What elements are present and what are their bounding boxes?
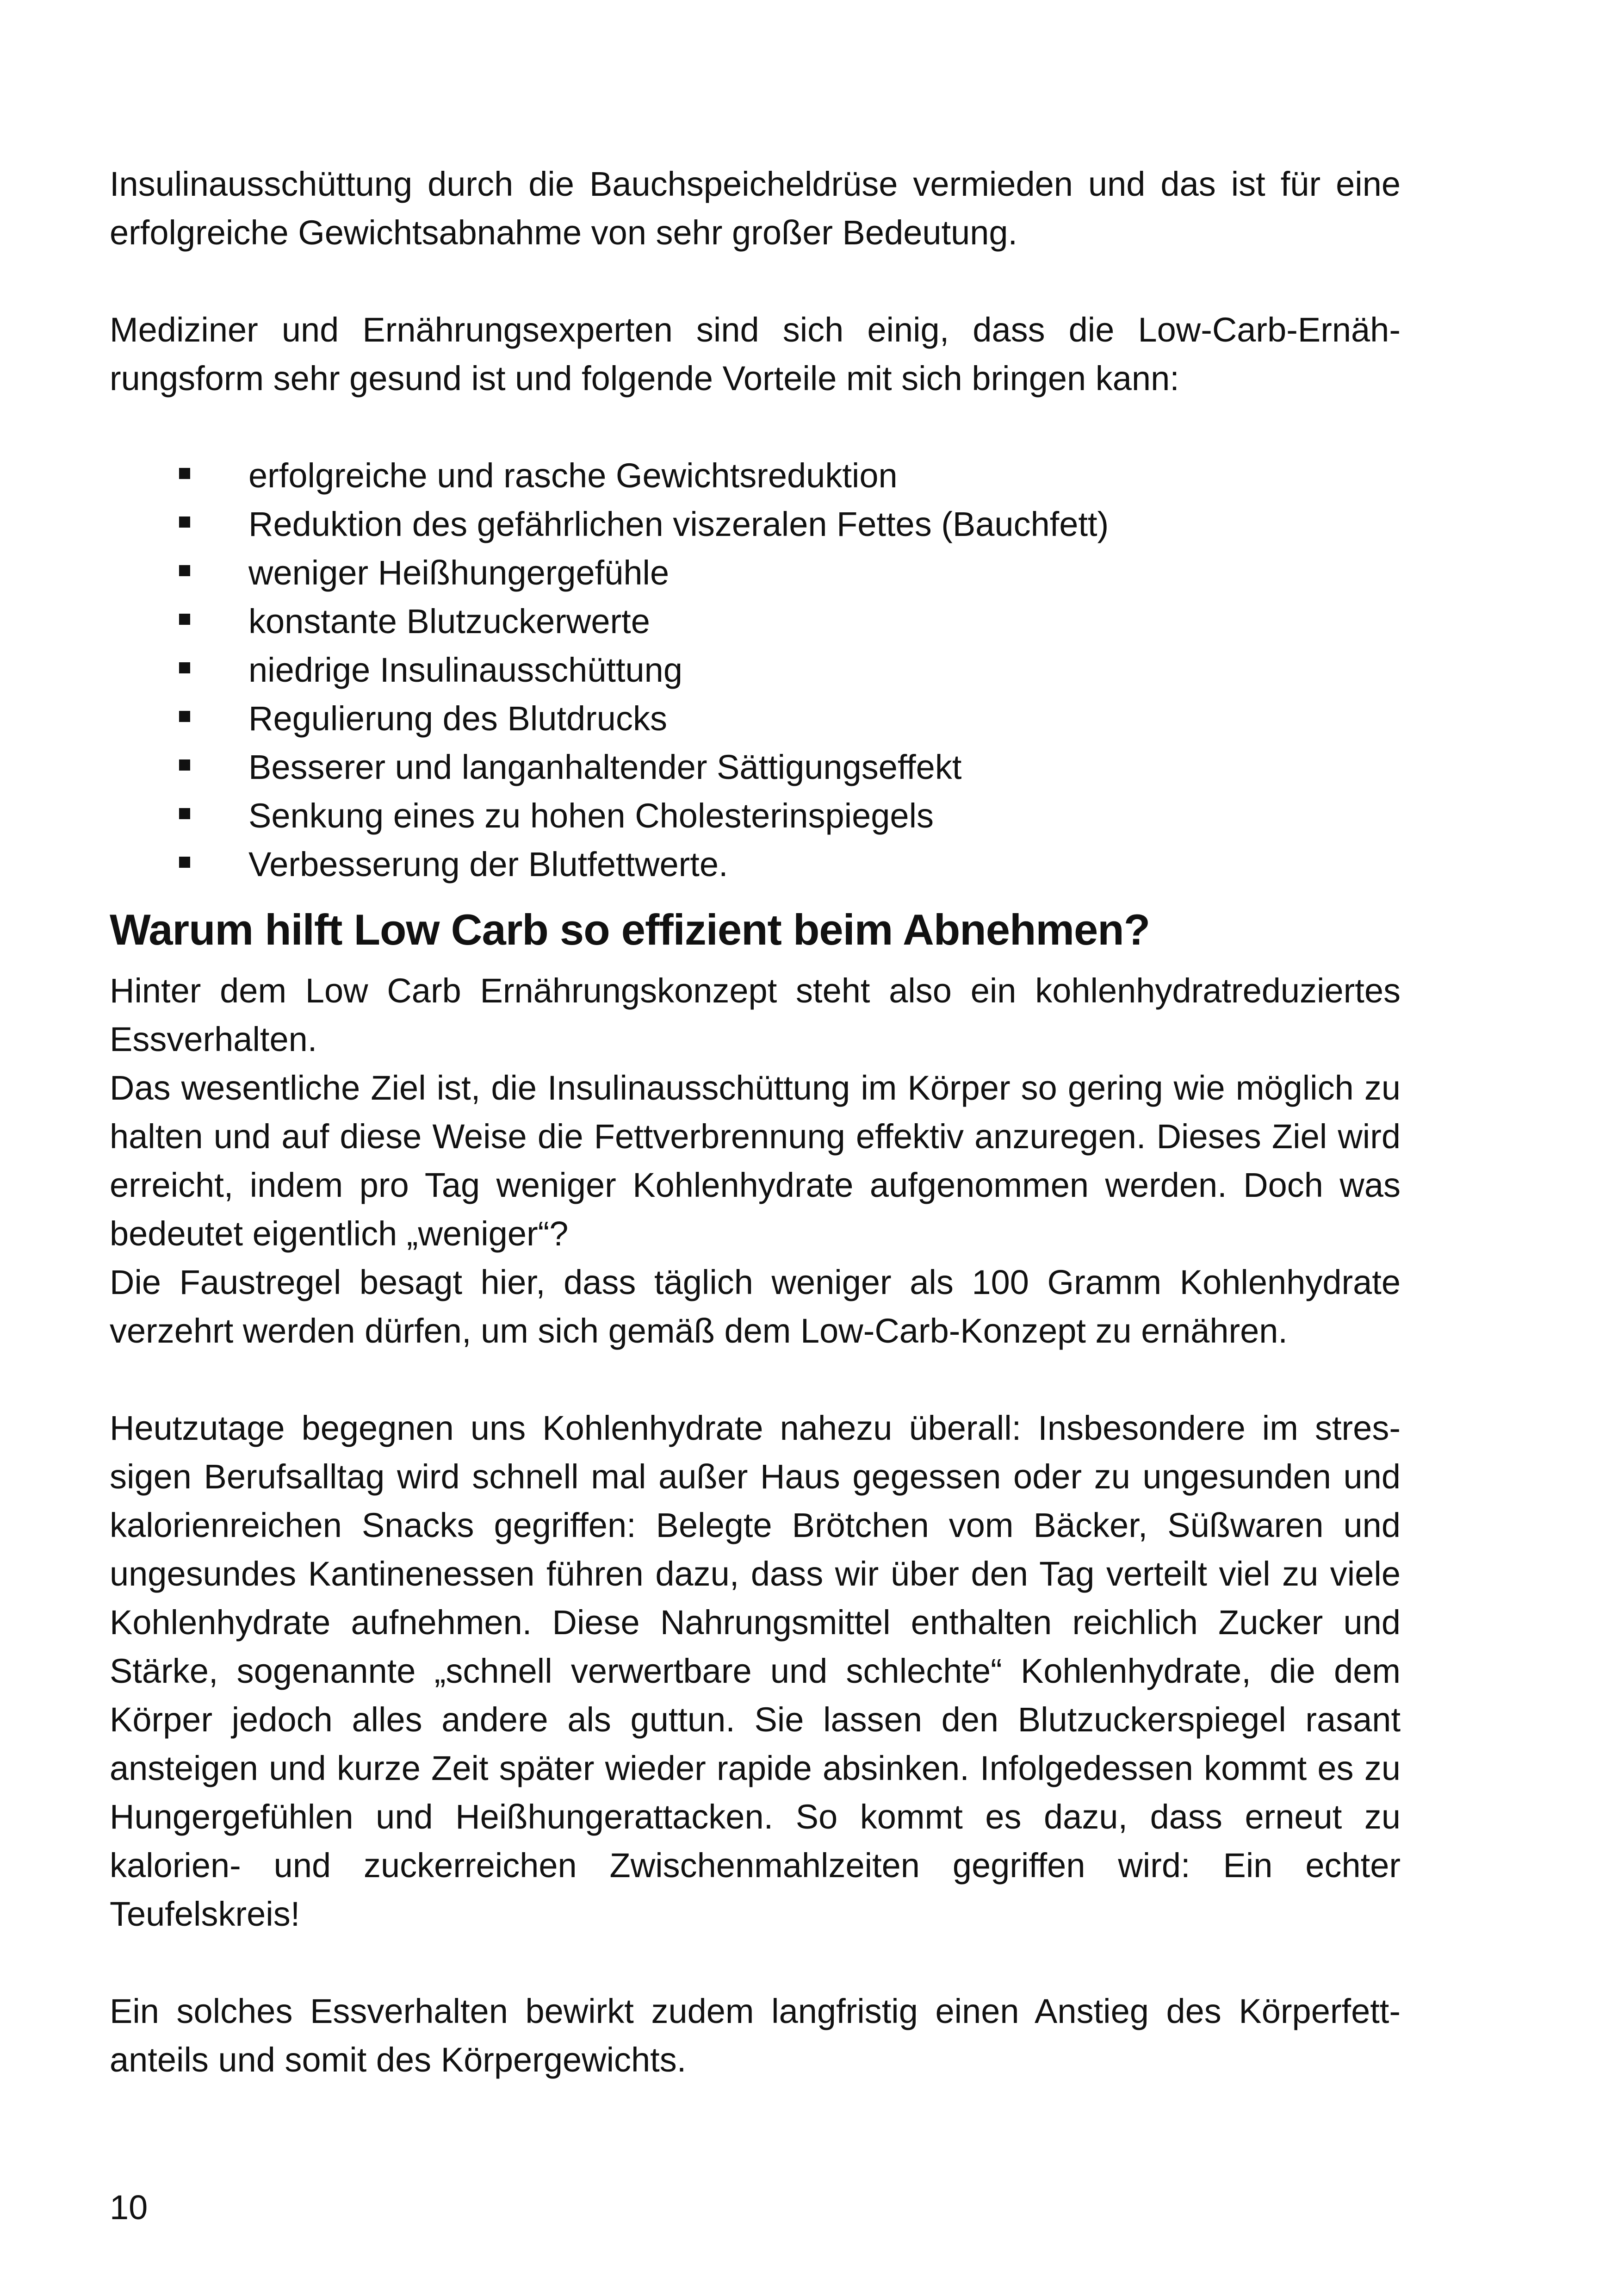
square-bullet-icon: [179, 662, 190, 673]
square-bullet-icon: [179, 808, 190, 819]
list-item: weniger Heißhungergefühle: [110, 548, 1401, 597]
paragraph-body-fat: Ein solches Essverhalten bewirkt zudem langfristig einen Anstieg des Körperfettanteils und somit des Körpergewichts.: [110, 1992, 1401, 2079]
list-item: niedrige Insulinausschüttung: [110, 646, 1401, 694]
list-item: Verbesserung der Blutfettwerte.: [110, 840, 1401, 889]
square-bullet-icon: [179, 759, 190, 771]
list-item: Regulierung des Blutdrucks: [110, 694, 1401, 743]
page-content: [110, 160, 1401, 2084]
paragraph-concept: Hinter dem Low Carb Ernährungskonzept steht also ein kohlenhydratreduziertes Essverhalten.: [110, 971, 1401, 1058]
square-bullet-icon: [179, 711, 190, 722]
paragraph-goal: Das wesentliche Ziel ist, die Insulinausschüttung im Körper so gering wie möglich zu halten und auf diese Weise die Fettverbrennung effektiv anzuregen. Dieses Ziel wird erreicht, indem pro Tag weniger Kohlenhydrate aufgenommen werden. Doch was bedeutet eigentlich „weniger“?: [110, 1069, 1401, 1253]
section-heading: Warum hilft Low Carb so effizient beim Abnehmen?: [110, 905, 1150, 954]
square-bullet-icon: [179, 857, 190, 868]
page-number: 10: [110, 2188, 148, 2227]
paragraph-experts-agree: Mediziner und Ernährungsexperten sind sich einig, dass die Low-Carb-Ernährungsform sehr gesund ist und folgende Vorteile mit sich bringen kann:: [110, 311, 1401, 398]
paragraph-rule-of-thumb: Die Faustregel besagt hier, dass täglich weniger als 100 Gramm Kohlenhydrate verzehrt werden dürfen, um sich gemäß dem Low-Carb-Konzept zu ernähren.: [110, 1263, 1401, 1350]
square-bullet-icon: [179, 468, 190, 479]
square-bullet-icon: [179, 565, 190, 576]
list-item: erfolgreiche und rasche Gewichtsreduktion: [110, 451, 1401, 500]
benefits-list: [110, 451, 1401, 889]
paragraph-everyday-carbs: Heutzutage begegnen uns Kohlenhydrate nahezu überall: Insbesondere im stressigen Berufsalltag wird schnell mal außer Haus gegessen oder zu ungesunden und kalorienreichen Snacks gegriffen: Belegte Brötchen vom Bäcker, Süßwaren und ungesundes Kantinenessen führen dazu, dass wir über den Tag verteilt viel zu viele Kohlenhydrate aufnehmen. Diese Nahrungsmittel enthalten reichlich Zucker und Stärke, sogenannte „schnell verwertbare und schlechte“ Kohlenhydrate, die dem Körper jedoch alles andere als guttun. Sie lassen den Blutzuckerspiegel rasant ansteigen und kurze Zeit später wieder rapide absinken. Infolgedessen kommt es zu Hungergefühlen und Heißhungerattacken. So kommt es dazu, dass erneut zu kalorien- und zuckerreichen Zwischenmahlzeiten gegriffen wird: Ein echter Teufelskreis!: [110, 1409, 1401, 1933]
list-item: konstante Blutzuckerwerte: [110, 597, 1401, 646]
paragraph-insulin-intro: Insulinausschüttung durch die Bauchspeicheldrüse vermieden und das ist für eine erfolgreiche Gewichtsabnahme von sehr großer Bedeutung.: [110, 165, 1401, 252]
list-item: Reduktion des gefährlichen viszeralen Fettes (Bauchfett): [110, 500, 1401, 548]
square-bullet-icon: [179, 614, 190, 625]
list-item: Besserer und langanhaltender Sättigungseffekt: [110, 743, 1401, 791]
list-item: Senkung eines zu hohen Cholesterinspiegels: [110, 791, 1401, 840]
square-bullet-icon: [179, 516, 190, 528]
